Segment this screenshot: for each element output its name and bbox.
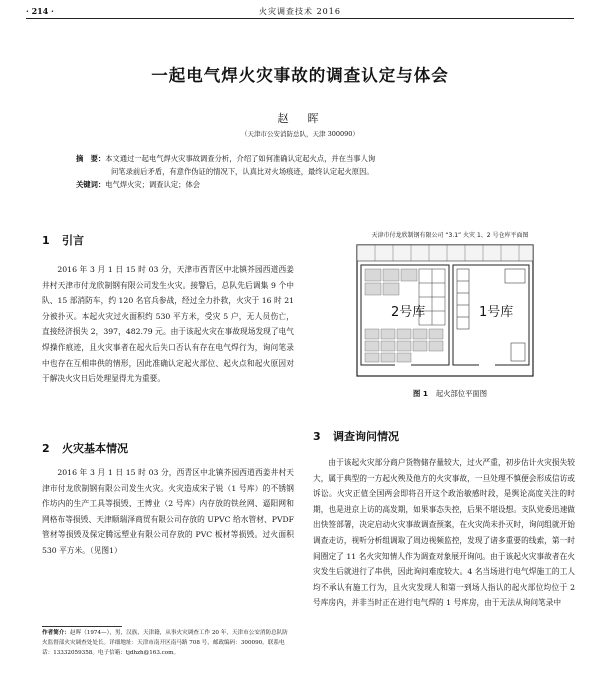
section-heading-2 xyxy=(42,440,128,456)
paragraph: 2016 年 3 月 1 日 15 时 03 分，西青区中北镇芥园西道西姜井村天津市付龙欣制钢有限公司发生火灾。火灾造成宋子锐（1 号库）的不锈钢作坊内的生产工具等损毁、王博业（2 号库）内存放的铁丝网、逼阳网和网格布等损毁、天津顺瑞泽商贸有限公司存放的 UPVC 给水管材、PVDF 管材等损毁及保定腾远塑业有限公司存放的 PVC 板材等损毁。过火面积 530 平方米。（见图1） xyxy=(42,468,294,555)
paragraph: 2016 年 3 月 1 日 15 时 03 分，天津市西青区中北镇芥园西道西姜井村天津市付龙欣制钢有限公司发生火灾。接警后，总队先后调集 9 个中队、15 部消防车，约 120 名官兵参战，经过全力扑救，火灾于 16 时 21 分被扑灭。本起火灾过火面积约 530 平方米，受灾 5 户，无人员伤亡，直接经济损失 2，397，482.79 元。由于该起火灾在事故现场发现了电气焊操作痕迹，且火灾事者在起火后失口否认有存在电气焊行为，询问笔录中也存在互相串供的情形，因此准确认定起火部位、起火点和起火原因对于解决火灾日后处理显得尤为重要。 xyxy=(42,265,294,384)
section-2-body xyxy=(42,465,294,559)
article-title: 一起电气焊火灾事故的调查认定与体会 xyxy=(151,66,449,85)
author-footnote xyxy=(42,628,292,659)
page-number: · 214 · xyxy=(26,6,54,16)
section-number: 3 xyxy=(313,430,321,443)
section-1-body xyxy=(42,262,294,387)
section-3-body xyxy=(313,455,575,611)
storage-strip xyxy=(357,245,533,261)
warehouse-2-label: 2号库 xyxy=(391,305,426,320)
figure-label: 图 1 xyxy=(413,389,428,398)
author-name: 赵 晖 xyxy=(277,112,323,125)
figure-top-caption: 天津市付龙欣制钢有限公司 “3.1” 火灾 1、2 号仓库平面图 xyxy=(371,232,529,239)
section-number: 2 xyxy=(42,442,50,455)
keywords-label: 关键词： xyxy=(76,180,106,189)
footnote-label: 作者简介： xyxy=(42,630,70,636)
figure-caption xyxy=(330,389,570,399)
journal-title: 火灾调查技术 2016 xyxy=(259,7,341,16)
section-title: 火灾基本情况 xyxy=(62,442,128,455)
footnote-text: 赵晖（1974—），男，汉族，天津籍，从事火灾调查工作 20 年，天津市公安消防总队防火监督部火灾调查处处长。详细地址：天津市南开区南马路 708 号，邮政编码：300090。联系电话：13332059358。电子信箱：tjdhzh@163.com。 xyxy=(42,630,288,657)
abstract-label: 摘 要： xyxy=(76,154,106,163)
section-heading-3 xyxy=(313,428,399,444)
warehouse-1-label: 1号库 xyxy=(479,305,514,320)
abstract xyxy=(76,152,536,191)
keywords: 电气焊火灾；调查认定；体会 xyxy=(105,180,201,189)
abstract-line-2: 问笔录前后矛盾，有意作伪证的情况下，认真比对火场痕迹，最终认定起火原因。 xyxy=(111,167,374,176)
paragraph: 由于该起火灾部分商户货物储存量较大，过火严重，初步估计火灾损失较大，属于典型的一方起火殃及他方的火灾事故，一旦处理不慎便会形成信访或诉讼。火灾正值全国两会即将召开这个政治敏感时段，是舆论高度关注的时期，也是进京上访的高发期，如果事态失控，后果不堪设想。支队党委迅速做出快签部署，决定启动火灾事故调查预案，在火灾尚未扑灭时，询问组就开始调查走访，视听分析组调取了周边视频监控，发现了诸多重要的线索，第一时间圈定了 11 名火灾知情人作为调查对象展开询问。由于该起火灾事故者在火灾发生后就进行了串供，因此询问难度较大。4 名当场进行电气焊施工的工人均不承认有施工行为，且火灾发现人和第一到场人指认的起火部位均位于 2 号库房内，并非当时正在进行电气焊的 1 号库房，由于无法从询问笔录中 xyxy=(313,458,575,608)
abstract-line-1: 本文通过一起电气焊火灾事故调查分析，介绍了如何准确认定起火点，并在当事人询 xyxy=(105,154,376,163)
section-number: 1 xyxy=(42,234,50,247)
running-header xyxy=(26,5,574,19)
section-heading-1 xyxy=(42,232,84,248)
footnote-rule xyxy=(42,626,122,627)
floor-plan-drawing xyxy=(355,243,535,378)
author-affiliation: （天津市公安消防总队，天津 300090） xyxy=(241,130,359,138)
section-title: 引言 xyxy=(62,234,84,247)
section-title: 调查询问情况 xyxy=(333,430,399,443)
floor-plan-figure xyxy=(355,243,535,378)
figure-caption-text: 起火部位平面图 xyxy=(435,389,487,398)
